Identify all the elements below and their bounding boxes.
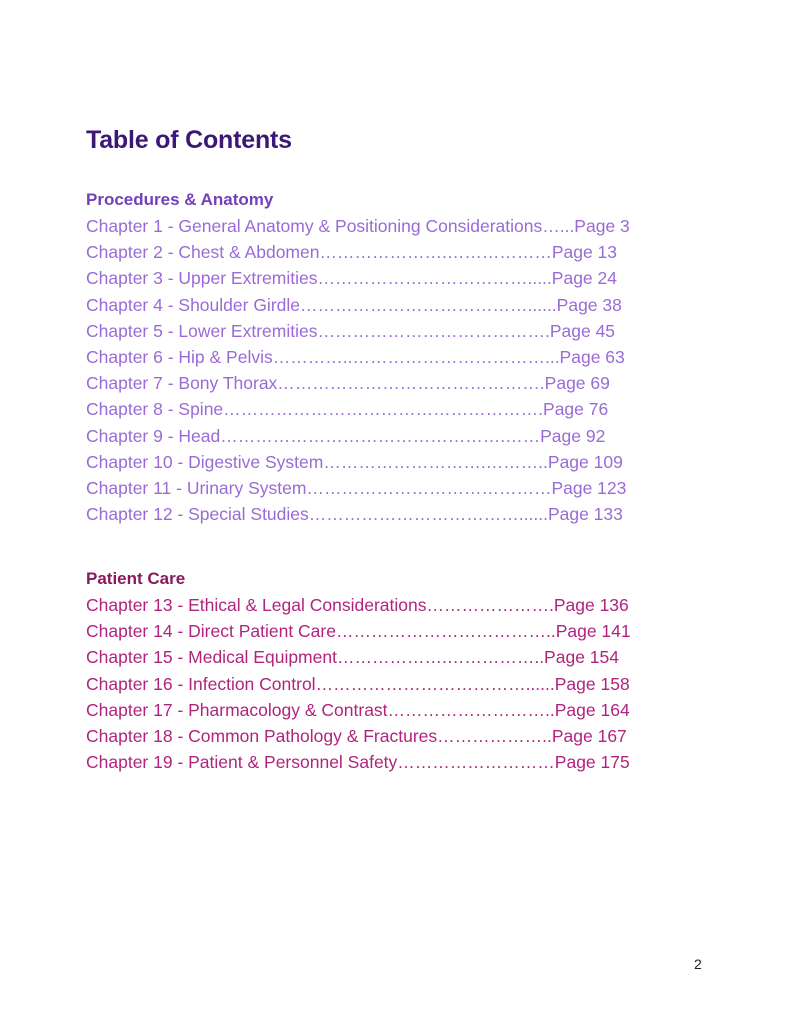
toc-entry-chapter-9: Chapter 9 - Head………………………………………….……Page 92 <box>86 425 606 446</box>
toc-entry-chapter-17: Chapter 17 - Pharmacology & Contrast………………………..Page 164 <box>86 699 630 720</box>
toc-entry-chapter-3: Chapter 3 - Upper Extremities……………………………….....Page 24 <box>86 268 617 289</box>
toc-entry-chapter-12: Chapter 12 - Special Studies………………………………......Page 133 <box>86 504 623 525</box>
toc-entry-chapter-11: Chapter 11 - Urinary System……………………………………Page 123 <box>86 477 627 498</box>
toc-entry-chapter-16: Chapter 16 - Infection Control………………………………......Page 158 <box>86 673 630 694</box>
toc-entry-chapter-8: Chapter 8 - Spine……………………………………………….Page 76 <box>86 399 609 420</box>
toc-entry-chapter-7: Chapter 7 - Bony Thorax……………………………………….Page 69 <box>86 373 610 394</box>
toc-entry-chapter-15: Chapter 15 - Medical Equipment……………….……………..Page 154 <box>86 647 619 668</box>
toc-list <box>86 213 706 527</box>
page-title: Table of Contents <box>86 126 292 154</box>
section-procedures-anatomy <box>86 189 706 527</box>
toc-entry-chapter-19: Chapter 19 - Patient & Personnel Safety………………………Page 175 <box>86 752 630 773</box>
section-heading: Patient Care <box>86 569 186 588</box>
toc-list <box>86 592 706 775</box>
toc-entry-chapter-6: Chapter 6 - Hip & Pelvis…………..……………………………...Page 63 <box>86 346 625 367</box>
section-heading: Procedures & Anatomy <box>86 190 274 209</box>
section-patient-care <box>86 568 706 775</box>
toc-entry-chapter-10: Chapter 10 - Digestive System……………………….………..Page 109 <box>86 451 623 472</box>
toc-entry-chapter-2: Chapter 2 - Chest & Abdomen………………….………………Page 13 <box>86 242 618 263</box>
page-number: 2 <box>694 956 702 972</box>
toc-entry-chapter-4: Chapter 4 - Shoulder Girdle…………………………………......Page 38 <box>86 294 622 315</box>
toc-entry-chapter-18: Chapter 18 - Common Pathology & Fractures………………..Page 167 <box>86 725 627 746</box>
toc-entry-chapter-5: Chapter 5 - Lower Extremities………………………………….Page 45 <box>86 320 616 341</box>
toc-entry-chapter-13: Chapter 13 - Ethical & Legal Considerations………………….Page 136 <box>86 595 629 615</box>
toc-entry-chapter-14: Chapter 14 - Direct Patient Care………………………………..Page 141 <box>86 621 631 642</box>
toc-entry-chapter-1: Chapter 1 - General Anatomy & Positioning Considerations…...Page 3 <box>86 216 630 236</box>
